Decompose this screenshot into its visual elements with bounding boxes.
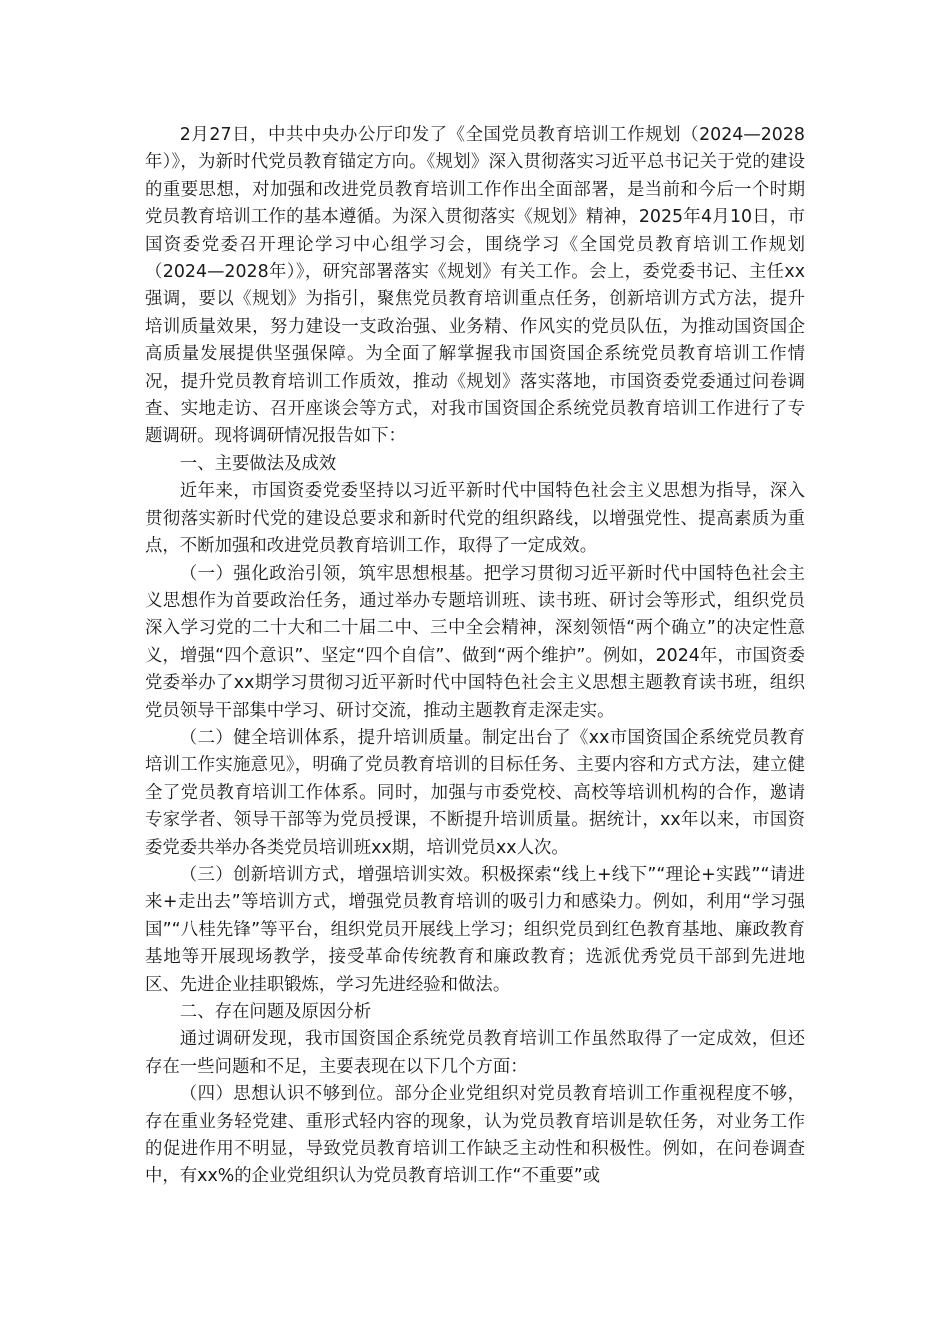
section-heading-2: 二、存在问题及原因分析 — [179, 1002, 372, 1022]
document-body — [145, 122, 805, 1191]
intro-paragraph: 2月27日，中共中央办公厅印发了《全国党员教育培训工作规划（2024—2028年）》，为新时代党员教育锚定方向。《规划》深入贯彻落实习近平总书记关于党的建设的重要思想，对加强和改进党员教育培训工作作出全面部署，是当前和今后一个时期党员教育培训工作的基本遵循。为深入贯彻落实《规划》精神，2025年4月10日，市国资委党委召开理论学习中心组学习会，围绕学习《全国党员教育培训工作规划（2024—2028年）》，研究部署落实《规划》有关工作。会上，委党委书记、主任xx强调，要以《规划》为指引，聚焦党员教育培训重点任务，创新培训方式方法，提升培训质量效果，努力建设一支政治强、业务精、作风实的党员队伍，为推动国资国企高质量发展提供坚强保障。为全面了解掌握我市国资国企系统党员教育培训工作情况，提升党员教育培训工作质效，推动《规划》落实落地，市国资委党委通过问卷调查、实地走访、召开座谈会等方式，对我市国资国企系统党员教育培训工作进行了专题调研。现将调研情况报告如下： — [145, 125, 805, 447]
item-2-paragraph: （二）健全培训体系，提升培训质量。制定出台了《xx市国资国企系统党员教育培训工作实施意见》，明确了党员教育培训的目标任务、主要内容和方式方法，建立健全了党员教育培训工作体系。同时，加强与市委党校、高校等培训机构的合作，邀请专家学者、领导干部等为党员授课，不断提升培训质量。据统计，xx年以来，市国资委党委共举办各类党员培训班xx期，培训党员xx人次。 — [145, 727, 805, 858]
section-1-intro: 近年来，市国资委党委坚持以习近平新时代中国特色社会主义思想为指导，深入贯彻落实新时代党的建设总要求和新时代党的组织路线，以增强党性、提高素质为重点，不断加强和改进党员教育培训工作，取得了一定成效。 — [145, 481, 805, 557]
item-1-paragraph: （一）强化政治引领，筑牢思想根基。把学习贯彻习近平新时代中国特色社会主义思想作为首要政治任务，通过举办专题培训班、读书班、研讨会等形式，组织党员深入学习党的二十大和二十届二中、三中全会精神，深刻领悟“两个确立”的决定性意义，增强“四个意识”、坚定“四个自信”、做到“两个维护”。例如，2024年，市国资委党委举办了xx期学习贯彻习近平新时代中国特色社会主义思想主题教育读书班，组织党员领导干部集中学习、研讨交流，推动主题教育走深走实。 — [145, 563, 805, 721]
item-4-paragraph: （四）思想认识不够到位。部分企业党组织对党员教育培训工作重视程度不够，存在重业务轻党建、重形式轻内容的现象，认为党员教育培训是软任务，对业务工作的促进作用不明显，导致党员教育培训工作缺乏主动性和积极性。例如，在问卷调查中，有xx%的企业党组织认为党员教育培训工作“不重要”或 — [145, 1084, 805, 1187]
section-2-intro: 通过调研发现，我市国资国企系统党员教育培训工作虽然取得了一定成效，但还存在一些问题和不足，主要表现在以下几个方面： — [145, 1029, 805, 1077]
section-heading-1: 一、主要做法及成效 — [179, 453, 337, 474]
item-3-paragraph: （三）创新培训方式，增强培训实效。积极探索“线上+线下”“理论+实践”“请进来+走出去”等培训方式，增强党员教育培训的吸引力和感染力。例如，利用“学习强国”“八桂先锋”等平台，组织党员开展线上学习；组织党员到红色教育基地、廉政教育基地等开展现场教学，接受革命传统教育和廉政教育；选派优秀党员干部到先进地区、先进企业挂职锻炼，学习先进经验和做法。 — [145, 864, 805, 995]
